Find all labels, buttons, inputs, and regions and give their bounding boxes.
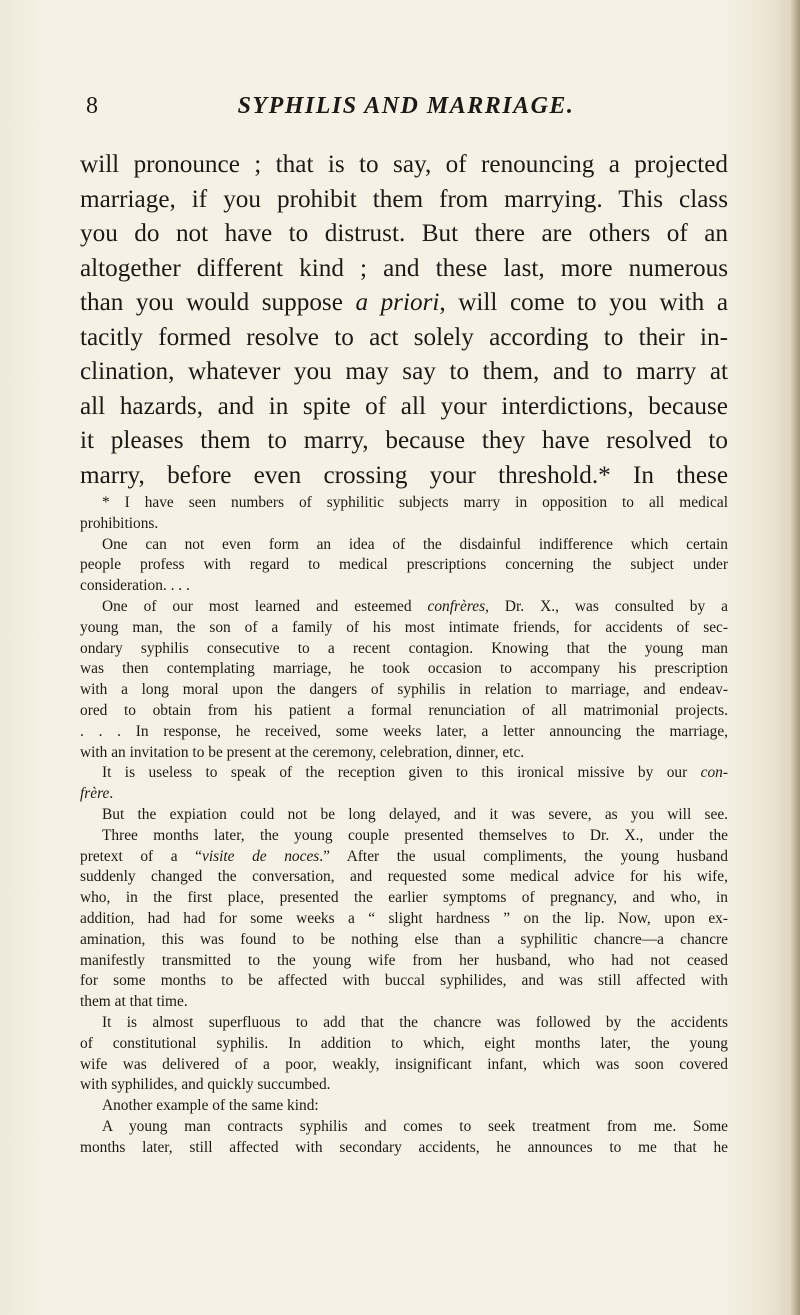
footnote bbox=[80, 493, 728, 1159]
footnote-line: . . . In response, he received, some weeks later, a letter announcing the marriage, bbox=[80, 722, 728, 740]
running-title: SYPHILIS AND MARRIAGE. bbox=[237, 93, 575, 119]
footnote-line: One can not even form an idea of the disdainful indifference which certain bbox=[102, 535, 728, 553]
footnote-line: A young man contracts syphilis and comes to seek treatment from me. Some bbox=[102, 1117, 728, 1135]
page-header bbox=[86, 92, 726, 126]
body-line: all hazards, and in spite of all your interdictions, because bbox=[80, 392, 728, 420]
footnote-line: But the expiation could not be long delayed, and it was severe, as you will see. bbox=[102, 805, 728, 823]
footnote-line: months later, still affected with secondary accidents, he announces to me that he bbox=[80, 1138, 728, 1156]
body-line: it pleases them to marry, because they have resolved to bbox=[80, 427, 728, 454]
footnote-line: frère. bbox=[80, 785, 114, 803]
footnote-line: of constitutional syphilis. In addition to which, eight months later, the young bbox=[80, 1034, 728, 1052]
footnote-line: ored to obtain from his patient a formal renunciation of all matrimonial projects. bbox=[80, 701, 728, 719]
body-line: marriage, if you prohibit them from marrying. This class bbox=[80, 185, 728, 213]
footnote-line: wife was delivered of a poor, weakly, insignificant infant, which was soon covered bbox=[80, 1055, 728, 1073]
footnote-line: with syphilides, and quickly succumbed. bbox=[80, 1076, 331, 1094]
footnote-line: was then contemplating marriage, he took occasion to accompany his prescription bbox=[80, 660, 728, 678]
footnote-line: It is useless to speak of the reception given to this ironical missive by our con- bbox=[102, 764, 728, 782]
footnote-line: suddenly changed the conversation, and requested some medical advice for his wife, bbox=[80, 868, 728, 886]
footnote-line: them at that time. bbox=[80, 993, 188, 1011]
body-line: you do not have to distrust. But there are others of an bbox=[80, 220, 728, 247]
page-number: 8 bbox=[86, 93, 98, 119]
footnote-line: with an invitation to be present at the ceremony, celebration, dinner, etc. bbox=[80, 743, 525, 761]
main-body-text bbox=[80, 148, 728, 493]
footnote-line: people profess with regard to medical prescriptions concerning the subject under bbox=[80, 556, 728, 574]
footnote-line: with a long moral upon the dangers of syphilis in relation to marriage, and endeav- bbox=[80, 681, 728, 699]
body-line: will pronounce ; that is to say, of renouncing a projected bbox=[80, 151, 728, 178]
footnote-line: who, in the first place, presented the earlier symptoms of pregnancy, and who, in bbox=[80, 889, 728, 907]
page-edge-shadow bbox=[791, 0, 800, 1315]
footnote-line: One of our most learned and esteemed confrères, Dr. X., was consulted by a bbox=[102, 597, 729, 615]
body-line: marry, before even crossing your threshold.* In these bbox=[80, 461, 728, 489]
footnote-line: manifestly transmitted to the young wife from her husband, who had not ceased bbox=[80, 951, 728, 969]
footnote-line: prohibitions. bbox=[80, 514, 159, 532]
footnote-line: young man, the son of a family of his most intimate friends, for accidents of sec- bbox=[80, 618, 728, 636]
footnote-line: addition, had had for some weeks a “ slight hardness ” on the lip. Now, upon ex- bbox=[80, 909, 728, 927]
footnote-line: * I have seen numbers of syphilitic subjects marry in opposition to all medical bbox=[102, 494, 728, 511]
footnote-line: for some months to be affected with buccal syphilides, and was still affected with bbox=[80, 972, 728, 990]
footnote-line: It is almost superfluous to add that the chancre was followed by the accidents bbox=[102, 1013, 728, 1031]
footnote-line: Another example of the same kind: bbox=[102, 1097, 319, 1115]
footnote-line: amination, this was found to be nothing else than a syphilitic chancre—a chancre bbox=[80, 930, 728, 948]
footnote-line: pretext of a “visite de noces.” After the usual compliments, the young husband bbox=[80, 847, 728, 865]
body-line: altogether different kind ; and these last, more numerous bbox=[80, 254, 728, 282]
footnote-line: Three months later, the young couple presented themselves to Dr. X., under the bbox=[102, 826, 728, 844]
body-line: than you would suppose a priori, will come to you with a bbox=[80, 289, 729, 316]
footnote-line: consideration. . . . bbox=[80, 577, 190, 595]
body-line: clination, whatever you may say to them, and to marry at bbox=[80, 358, 728, 385]
body-line: tacitly formed resolve to act solely according to their in- bbox=[80, 323, 728, 351]
footnote-line: ondary syphilis consecutive to a recent contagion. Knowing that the young man bbox=[80, 639, 728, 657]
